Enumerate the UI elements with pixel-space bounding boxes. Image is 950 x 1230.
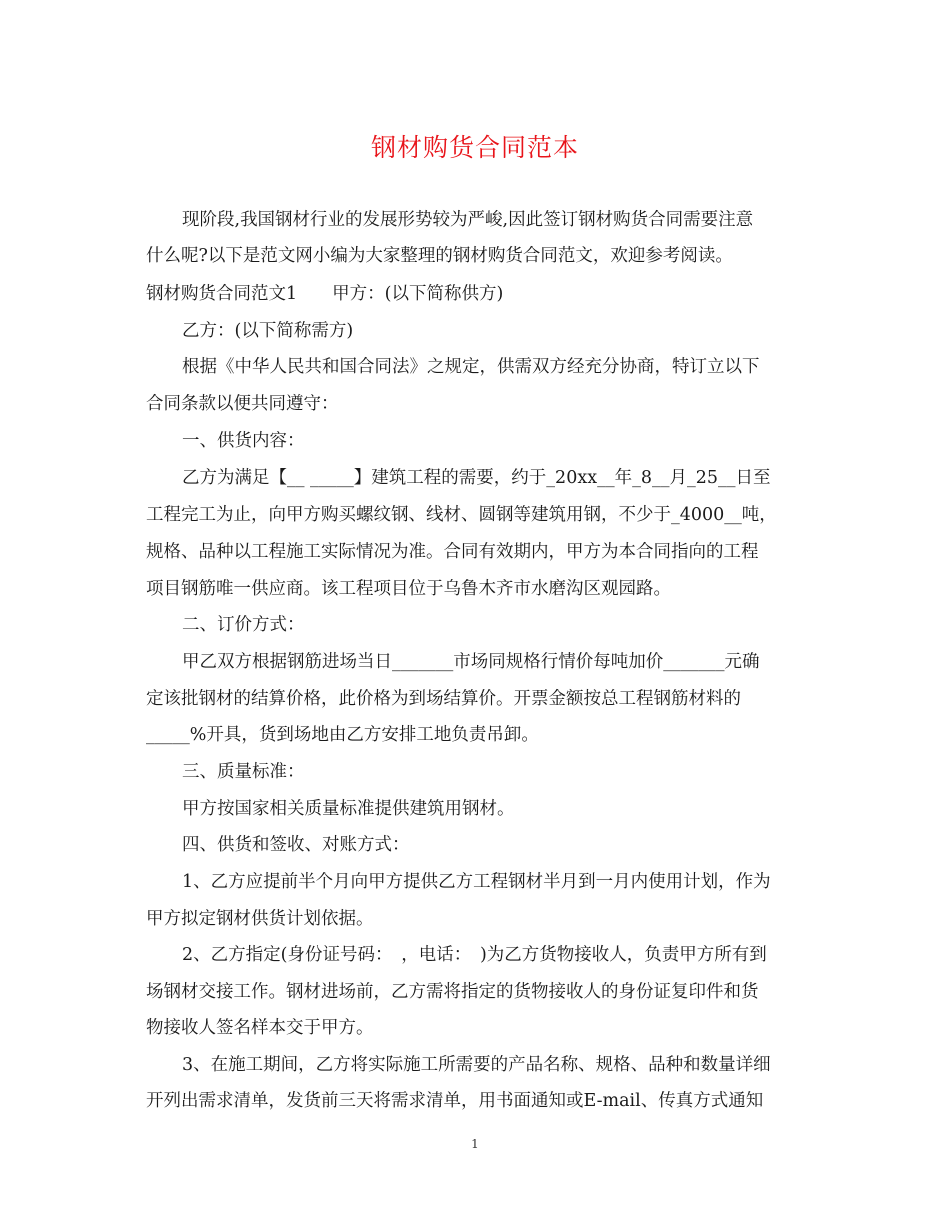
delivery-item-2-line-2: 场钢材交接工作。钢材进场前，乙方需将指定的货物接收人的身份证复印件和货 [146,982,759,1002]
supply-line-2: 工程完工为止，向甲方购买螺纹钢、线材、圆钢等建筑用钢，不少于_4000__吨， [146,505,777,525]
pricing-line-1: 甲乙双方根据钢筋进场当日_______市场同规格行情价每吨加价_______元确 [182,652,760,672]
delivery-item-3-line-1: 3、在施工期间，乙方将实际施工所需要的产品名称、规格、品种和数量详细 [182,1055,771,1075]
pricing-line-2: 定该批钢材的结算价格，此价格为到场结算价。开票金额按总工程钢筋材料的 [146,689,741,709]
delivery-item-2-line-1: 2、乙方指定(身份证号码： ，电话： )为乙方货物接收人，负责甲方所有到 [182,945,767,965]
section-heading-supply: 一、供货内容： [182,431,305,451]
delivery-item-2-line-3: 物接收人签名样本交于甲方。 [146,1018,374,1038]
supply-line-3: 规格、品种以工程施工实际情况为准。合同有效期内，甲方为本合同指向的工程 [146,542,759,562]
quality-line-1: 甲方按国家相关质量标准提供建筑用钢材。 [182,799,515,819]
delivery-item-1-line-1: 1、乙方应提前半个月向甲方提供乙方工程钢材半月到一月内使用计划，作为 [182,872,771,892]
delivery-item-1-line-2: 甲方拟定钢材供货计划依据。 [146,909,374,929]
paragraph-intro-line-1: 现阶段,我国钢材行业的发展形势较为严峻,因此签订钢材购货合同需要注意 [182,210,754,230]
delivery-item-3-line-2: 开列出需求清单，发货前三天将需求清单，用书面通知或E-mail、传真方式通知 [146,1091,764,1111]
party-b-line: 乙方：(以下简称需方) [182,321,354,341]
preamble-line-2: 合同条款以便共同遵守： [146,394,339,414]
section-heading-pricing: 二、订价方式： [182,615,305,635]
supply-line-4: 项目钢筋唯一供应商。该工程项目位于乌鲁木齐市水磨沟区观园路。 [146,579,671,599]
pricing-line-3: _____%开具，货到场地由乙方安排工地负责吊卸。 [146,725,539,745]
section-heading-delivery: 四、供货和签收、对账方式： [182,835,410,855]
document-title: 钢材购货合同范本 [370,133,579,162]
paragraph-intro-line-2: 什么呢?以下是范文网小编为大家整理的钢材购货合同范文，欢迎参考阅读。 [146,246,733,266]
supply-line-1: 乙方为满足【__ _____】建筑工程的需要，约于_20xx__年_8__月_25__日至 [182,468,771,488]
page-number: 1 [471,1137,479,1151]
contract-subtitle-line: 钢材购货合同范文1 甲方：(以下简称供方) [146,284,504,304]
preamble-line-1: 根据《中华人民共和国合同法》之规定，供需双方经充分协商，特订立以下 [182,357,760,377]
section-heading-quality: 三、质量标准： [182,762,305,782]
